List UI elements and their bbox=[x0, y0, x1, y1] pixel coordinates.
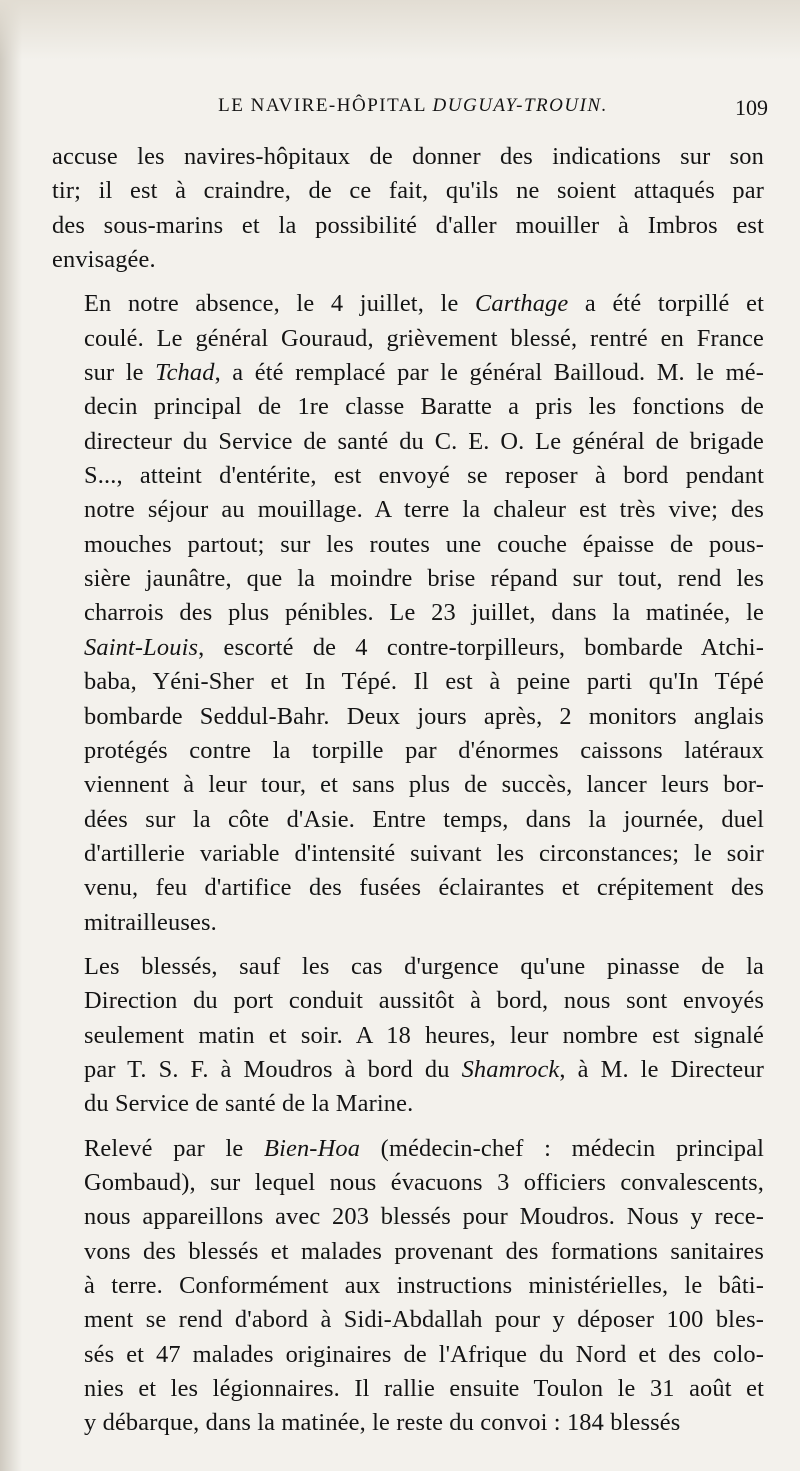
italic-ship-name: Bien-Hoa bbox=[264, 1134, 361, 1162]
text-line: par T. S. F. à Moudros à bord du Shamrock, à M. le Directeur bbox=[84, 1055, 765, 1083]
text-line: mitrailleuses. bbox=[84, 908, 217, 936]
text-line: En notre absence, le 4 juillet, le Carthage a été torpillé et bbox=[84, 290, 764, 318]
body-text bbox=[52, 140, 764, 1451]
text-line: Les blessés, sauf les cas d'urgence qu'une pinasse de la bbox=[84, 952, 764, 980]
text-line: viennent à leur tour, et sans plus de succès, lancer leurs bor- bbox=[84, 771, 764, 799]
page-top-shadow bbox=[0, 0, 800, 60]
page-header bbox=[58, 95, 768, 129]
text-line: accuse les navires-hôpitaux de donner des indications sur son bbox=[52, 143, 764, 170]
text-line: nies et les légionnaires. Il rallie ensuite Toulon le 31 août et bbox=[84, 1375, 764, 1403]
italic-ship-name: Carthage bbox=[475, 290, 569, 318]
italic-ship-name: Tchad bbox=[155, 359, 215, 387]
text-line: Saint-Louis, escorté de 4 contre-torpilleurs, bombarde Atchi- bbox=[84, 633, 764, 661]
paragraph bbox=[52, 287, 764, 940]
text-line: S..., atteint d'entérite, est envoyé se reposer à bord pendant bbox=[84, 462, 764, 490]
page-number: 109 bbox=[735, 95, 768, 120]
text-line: tir; il est à craindre, de ce fait, qu'ils ne soient attaqués par bbox=[52, 177, 764, 205]
text-line: bombarde Seddul-Bahr. Deux jours après, 2 monitors anglais bbox=[84, 702, 764, 730]
text-line: vons des blessés et malades provenant des formations sanitaires bbox=[84, 1237, 764, 1265]
text-line: venu, feu d'artifice des fusées éclairantes et crépitement des bbox=[84, 874, 764, 902]
running-title-plain: LE NAVIRE-HÔPITAL bbox=[218, 95, 433, 116]
text-line: à terre. Conformément aux instructions ministérielles, le bâti- bbox=[84, 1272, 764, 1299]
text-line: des sous-marins et la possibilité d'aller mouiller à Imbros est bbox=[52, 211, 764, 239]
text-line: Gombaud), sur lequel nous évacuons 3 officiers convalescents, bbox=[84, 1168, 764, 1196]
paragraph bbox=[52, 140, 764, 277]
page-edge-shadow bbox=[0, 0, 22, 1471]
text-line: directeur du Service de santé du C. E. O. Le général de brigade bbox=[84, 427, 764, 455]
text-line: notre séjour au mouillage. A terre la chaleur est très vive; des bbox=[84, 496, 764, 524]
text-line: du Service de santé de la Marine. bbox=[84, 1090, 414, 1118]
text-line: Direction du port conduit aussitôt à bord, nous sont envoyés bbox=[84, 987, 764, 1015]
paragraph bbox=[52, 1132, 764, 1441]
text-line: d'artillerie variable d'intensité suivant les circonstances; le soir bbox=[84, 839, 764, 867]
text-line: dées sur la côte d'Asie. Entre temps, dans la journée, duel bbox=[84, 805, 764, 833]
italic-ship-name: Saint-Louis bbox=[84, 633, 199, 661]
text-line: sière jaunâtre, que la moindre brise répand sur tout, rend les bbox=[84, 565, 764, 593]
text-line: ment se rend d'abord à Sidi-Abdallah pour y déposer 100 bles- bbox=[84, 1306, 764, 1334]
text-line: sés et 47 malades originaires de l'Afrique du Nord et des colo- bbox=[84, 1340, 764, 1368]
running-title-ship-name: DUGUAY-TROUIN. bbox=[432, 95, 608, 116]
text-line: baba, Yéni-Sher et In Tépé. Il est à peine parti qu'In Tépé bbox=[84, 668, 764, 696]
running-title bbox=[58, 95, 768, 117]
text-line: charrois des plus pénibles. Le 23 juillet, dans la matinée, le bbox=[84, 599, 764, 627]
italic-ship-name: Shamrock bbox=[461, 1055, 560, 1083]
text-line: decin principal de 1re classe Baratte a pris les fonctions de bbox=[84, 393, 764, 421]
text-line: y débarque, dans la matinée, le reste du convoi : 184 blessés bbox=[84, 1409, 681, 1437]
text-line: mouches partout; sur les routes une couche épaisse de pous- bbox=[84, 530, 764, 558]
paragraph bbox=[52, 950, 764, 1122]
text-line: nous appareillons avec 203 blessés pour Moudros. Nous y rece- bbox=[84, 1203, 764, 1231]
text-line: sur le Tchad, a été remplacé par le général Bailloud. M. le mé- bbox=[84, 359, 764, 387]
text-line: protégés contre la torpille par d'énormes caissons latéraux bbox=[84, 736, 764, 764]
text-line: Relevé par le Bien-Hoa (médecin-chef : médecin principal bbox=[84, 1134, 764, 1162]
text-line: envisagée. bbox=[52, 246, 156, 274]
text-line: coulé. Le général Gouraud, grièvement blessé, rentré en France bbox=[84, 324, 764, 352]
text-line: seulement matin et soir. A 18 heures, leur nombre est signalé bbox=[84, 1021, 764, 1049]
